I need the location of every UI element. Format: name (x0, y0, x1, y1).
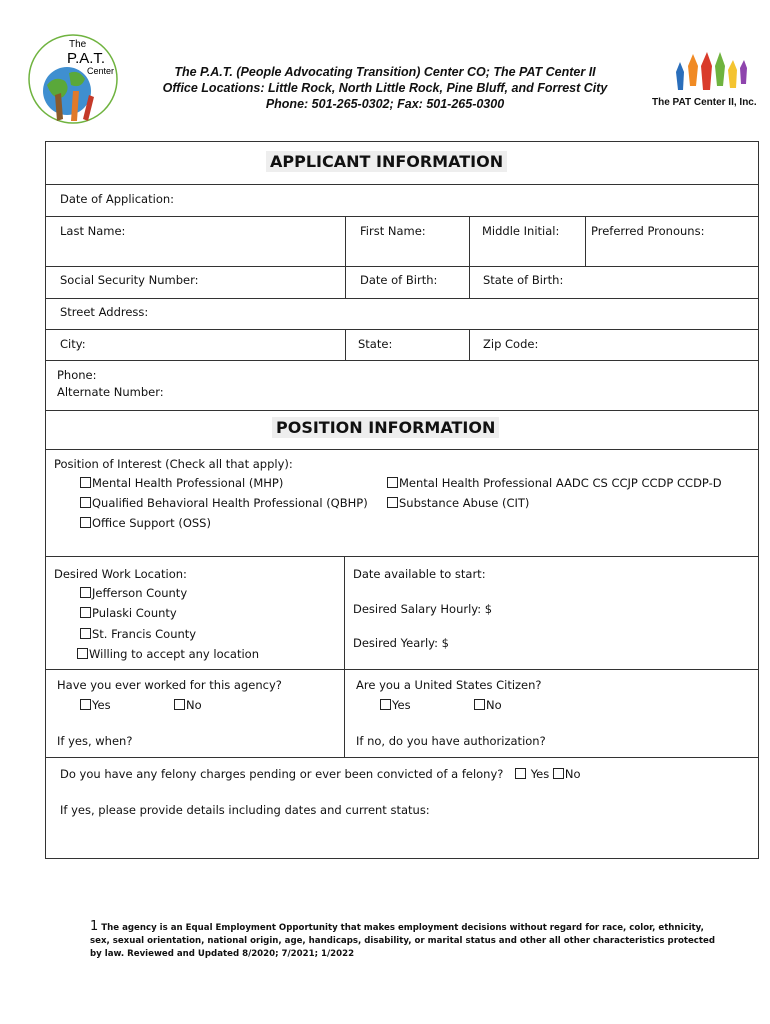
zip-field[interactable]: Zip Code: (483, 337, 539, 351)
citizen-question: Are you a United States Citizen? (356, 678, 542, 692)
phone-field[interactable]: Phone: (57, 368, 97, 382)
date-of-application-field[interactable]: Date of Application: (60, 192, 175, 206)
divider (46, 184, 758, 185)
felony-question: Do you have any felony charges pending or ever been convicted of a felony? Yes No (60, 767, 581, 781)
alternate-number-field[interactable]: Alternate Number: (57, 385, 164, 399)
option-oss[interactable]: Office Support (OSS) (80, 516, 211, 531)
citizen-yes[interactable]: Yes (380, 698, 411, 713)
checkbox[interactable] (387, 497, 398, 508)
svg-text:Center: Center (87, 66, 115, 76)
location-pulaski[interactable]: Pulaski County (80, 606, 177, 621)
checkbox[interactable] (515, 768, 526, 779)
header-phone: Phone: 501-265-0302; Fax: 501-265-0300 (265, 97, 505, 111)
divider (469, 216, 470, 298)
hand-icon-5 (728, 60, 737, 88)
date-available-field[interactable]: Date available to start: (353, 567, 486, 581)
checkbox[interactable] (174, 699, 185, 710)
right-logo-caption: The PAT Center II, Inc. (652, 97, 757, 108)
divider (46, 216, 758, 217)
worked-here-no[interactable]: No (174, 698, 202, 713)
position-interest-label: Position of Interest (Check all that apply): (54, 457, 293, 471)
hand-icon-2 (688, 54, 698, 86)
work-location-label: Desired Work Location: (54, 567, 187, 581)
footer-note (90, 920, 720, 961)
checkbox[interactable] (80, 477, 91, 488)
felony-no[interactable]: No (553, 767, 581, 781)
divider (46, 360, 758, 361)
divider (585, 216, 586, 266)
divider (345, 329, 346, 360)
checkbox[interactable] (474, 699, 485, 710)
divider (46, 669, 758, 670)
citizen-no[interactable]: No (474, 698, 502, 713)
felony-yes[interactable]: Yes (515, 767, 549, 781)
street-address-field[interactable]: Street Address: (60, 305, 149, 319)
salary-hourly-field[interactable]: Desired Salary Hourly: $ (353, 602, 493, 616)
checkbox[interactable] (80, 497, 91, 508)
svg-text:P.A.T.: P.A.T. (67, 50, 106, 67)
checkbox[interactable] (80, 699, 91, 710)
worked-here-question: Have you ever worked for this agency? (57, 678, 282, 692)
ssn-field[interactable]: Social Security Number: (60, 273, 199, 287)
divider (46, 329, 758, 330)
last-name-field[interactable]: Last Name: (60, 224, 126, 238)
worked-here-yes[interactable]: Yes (80, 698, 111, 713)
felony-details-field[interactable]: If yes, please provide details including dates and current status: (60, 803, 430, 817)
checkbox[interactable] (80, 517, 91, 528)
header-text (90, 64, 680, 112)
location-st-francis[interactable]: St. Francis County (80, 627, 196, 642)
first-name-field[interactable]: First Name: (360, 224, 426, 238)
divider (46, 556, 758, 557)
page-number: 1 (90, 919, 99, 934)
city-field[interactable]: City: (60, 337, 86, 351)
salary-yearly-field[interactable]: Desired Yearly: $ (353, 636, 449, 650)
divider (345, 216, 346, 298)
option-qbhp[interactable]: Qualified Behavioral Health Professional (QBHP) (80, 496, 368, 511)
header-title: The P.A.T. (People Advocating Transition) Center CO; The PAT Center II (174, 65, 596, 79)
location-jefferson[interactable]: Jefferson County (80, 586, 187, 601)
hand-icon-1 (676, 62, 684, 90)
state-of-birth-field[interactable]: State of Birth: (483, 273, 564, 287)
option-mhp[interactable]: Mental Health Professional (MHP) (80, 476, 283, 491)
location-any[interactable]: Willing to accept any location (77, 647, 259, 662)
divider (46, 757, 758, 758)
checkbox[interactable] (80, 607, 91, 618)
option-substance-abuse[interactable]: Substance Abuse (CIT) (387, 496, 529, 511)
divider (46, 449, 758, 450)
checkbox[interactable] (380, 699, 391, 710)
if-yes-when-field[interactable]: If yes, when? (57, 734, 133, 748)
hand-icon-3 (701, 52, 712, 90)
divider (46, 410, 758, 411)
applicant-section-title: APPLICANT INFORMATION (266, 151, 507, 172)
header-locations: Office Locations: Little Rock, North Little Rock, Pine Bluff, and Forrest City (162, 81, 608, 95)
checkbox[interactable] (553, 768, 564, 779)
divider (344, 556, 345, 757)
hand-icon-6 (740, 60, 747, 84)
option-mhp-aadc[interactable]: Mental Health Professional AADC CS CCJP CCDP CCDP-D (387, 476, 722, 491)
dob-field[interactable]: Date of Birth: (360, 273, 438, 287)
checkbox[interactable] (77, 648, 88, 659)
divider (46, 266, 758, 267)
divider (469, 329, 470, 360)
position-section-title: POSITION INFORMATION (272, 417, 499, 438)
hand-icon-4 (715, 52, 725, 86)
divider (46, 298, 758, 299)
checkbox[interactable] (80, 628, 91, 639)
middle-initial-field[interactable]: Middle Initial: (482, 224, 560, 238)
if-no-authorization-field[interactable]: If no, do you have authorization? (356, 734, 546, 748)
checkbox[interactable] (387, 477, 398, 488)
eeo-statement: The agency is an Equal Employment Opportunity that makes employment decisions without regard for race, color, ethnicity, sex, sexual orientation, national origin, age, handicaps, disability, or marital status and other all other characteristics protected by law. Reviewed and Updated 8/2020; 7/2021; 1/2022 (90, 923, 715, 959)
svg-text:The: The (69, 39, 87, 50)
checkbox[interactable] (80, 587, 91, 598)
state-field[interactable]: State: (358, 337, 393, 351)
pronouns-field[interactable]: Preferred Pronouns: (591, 224, 705, 238)
hands-logo-icon (670, 46, 750, 94)
